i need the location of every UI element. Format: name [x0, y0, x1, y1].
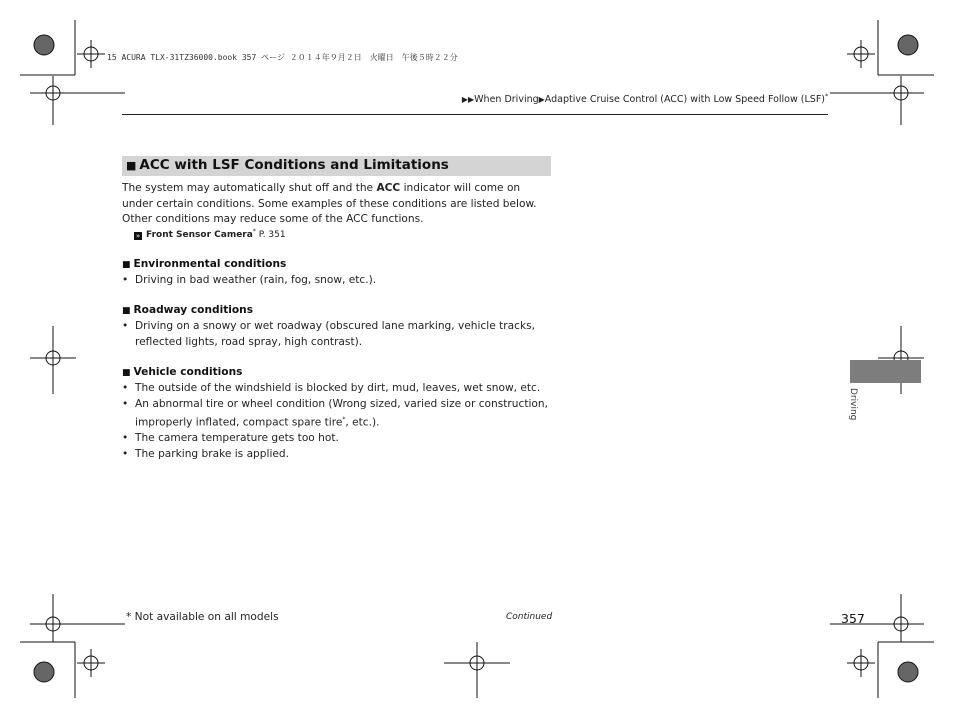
subheading-roadway	[122, 304, 253, 316]
subheading-vehicle	[122, 366, 242, 378]
subheading-text: Roadway conditions	[133, 304, 254, 316]
section-title-text: ACC with LSF Conditions and Limitations	[139, 157, 449, 173]
header-rule	[122, 114, 828, 115]
list-item: • Driving in bad weather (rain, fog, snow, etc.).	[122, 273, 552, 289]
list-item-asterisk: *	[342, 416, 346, 423]
acc-indicator-label: ACC	[376, 182, 401, 194]
square-bullet-icon: ■	[126, 159, 137, 172]
cross-reference-link[interactable]	[134, 228, 286, 240]
list-item: • The parking brake is applied.	[122, 447, 552, 463]
environmental-list	[122, 273, 552, 289]
print-header: 15 ACURA TLX-31TZ36000.book 357 ページ ２０１４年９月２日 火曜日 午後５時２２分	[107, 53, 458, 62]
breadcrumb-arrow-icon: ▶	[538, 95, 545, 105]
breadcrumb-item-acc[interactable]: Adaptive Cruise Control (ACC) with Low Speed Follow (LSF)	[544, 94, 825, 106]
list-item: • The camera temperature gets too hot.	[122, 431, 552, 447]
subheading-text: Vehicle conditions	[133, 366, 243, 378]
intro-text-2: indicator will come on under certain conditions. Some examples of these conditions are listed below. Other conditions may reduce some of the ACC functions.	[122, 182, 537, 225]
vehicle-list	[122, 381, 552, 462]
square-bullet-icon: ■	[122, 260, 131, 270]
intro-paragraph	[122, 181, 550, 228]
chapter-side-tab[interactable]	[850, 360, 921, 383]
page-number: 357	[841, 611, 865, 626]
reference-page: P. 351	[255, 230, 286, 240]
square-bullet-icon: ■	[122, 306, 131, 316]
reference-asterisk: *	[252, 228, 256, 235]
breadcrumb-asterisk: *	[825, 93, 828, 100]
subheading-environmental	[122, 258, 286, 270]
subheading-text: Environmental conditions	[133, 258, 287, 270]
roadway-list	[122, 319, 552, 350]
list-item	[122, 397, 552, 432]
chapter-side-label: Driving	[848, 388, 858, 421]
footnote: * Not available on all models	[126, 611, 279, 623]
reference-label: Front Sensor Camera	[146, 230, 253, 240]
list-item-text: An abnormal tire or wheel condition (Wrong sized, varied size or construction, improperly inflated, compact spare tire	[135, 397, 548, 429]
breadcrumb-arrow-icon: ▶▶	[461, 95, 475, 105]
breadcrumb	[462, 93, 828, 105]
reference-arrow-icon: »	[135, 232, 141, 240]
list-item-tail: , etc.).	[345, 416, 380, 429]
section-title	[126, 157, 449, 173]
square-bullet-icon: ■	[122, 368, 131, 378]
breadcrumb-item-when-driving[interactable]: When Driving	[474, 94, 539, 106]
intro-text-1: The system may automatically shut off and the	[122, 182, 377, 194]
list-item: • Driving on a snowy or wet roadway (obscured lane marking, vehicle tracks, reflected lights, road spray, high contrast).	[122, 319, 552, 350]
list-item: • The outside of the windshield is blocked by dirt, mud, leaves, wet snow, etc.	[122, 381, 552, 397]
continued-label: Continued	[506, 612, 553, 622]
